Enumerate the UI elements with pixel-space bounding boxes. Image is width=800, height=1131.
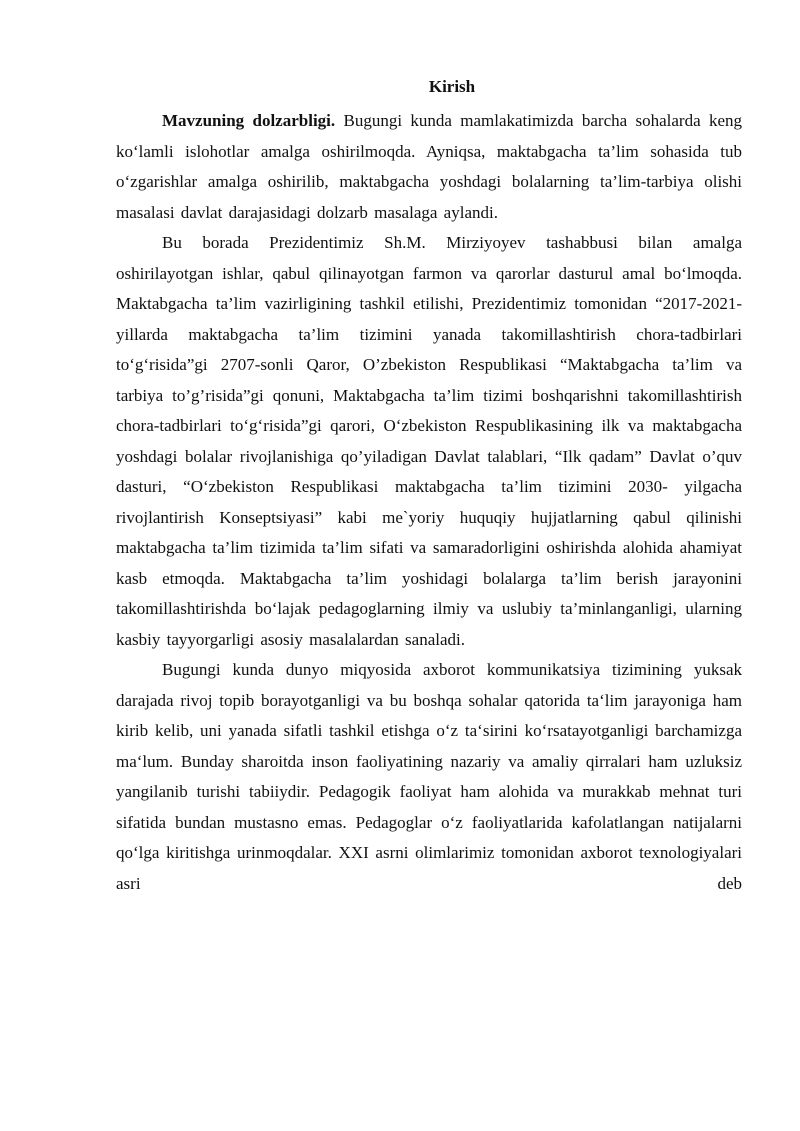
page-title: Kirish — [428, 77, 476, 96]
paragraph-text: Bugungi kunda mamlakatimizda barcha sohalarda keng ko‘lamli islohotlar amalga oshirilmoqda. Ayniqsa, maktabgacha ta’lim sohasida tub o‘zgarishlar amalga oshirilib, maktabgacha yoshdagi bolalarning ta’lim-tarbiya olishi masalasi davlat darajasidagi dolzarb masalaga aylandi. — [116, 111, 742, 222]
paragraph-ict — [116, 655, 742, 899]
paragraph-regulations — [116, 228, 742, 655]
paragraph-text: Bugungi kunda dunyo miqyosida axborot kommunikatsiya tizimining yuksak darajada rivoj topib borayotganligi va bu boshqa sohalar qatorida ta‘lim jarayoniga ham kirib kelib, uni yanada sifatli tashkil etishga o‘z ta‘sirini ko‘rsatayotganligi barchamizga ma‘lum. Bunday sharoitda inson faoliyatining nazariy va amaliy qirralari ham uzluksiz yangilanib turishi tabiiydir. Pedagogik faoliyat ham alohida va murakkab mehnat turi sifatida bundan mustasno emas. Pedagoglar o‘z faoliyatlarida kafolatlangan natijalarni qo‘lga kiritishga urinmoqdalar. XXI asrni olimlarimiz tomonidan axborot texnologiyalari asri deb — [116, 660, 742, 893]
paragraph-lead: Mavzuning dolzarbligi. — [162, 111, 336, 130]
document-body — [116, 106, 742, 899]
paragraph-text: Bu borada Prezidentimiz Sh.M. Mirziyoyev tashabbusi bilan amalga oshirilayotgan ishlar, qabul qilinayotgan farmon va qarorlar dasturul amal bo‘lmoqda. Maktabgacha ta’lim vazirligining tashkil etilishi, Prezidentimiz tomonidan “2017-2021-yillarda maktabgacha ta’lim tizimini yanada takomillashtirish chora-tadbirlari to‘g‘risida”gi 2707-sonli Qaror, O’zbekiston Respublikasi “Maktabgacha ta’lim va tarbiya to’g’risida”gi qonuni, Maktabgacha ta’lim tizimi boshqarishni takomillashtirish chora-tadbirlari to‘g‘risida”gi qarori, O‘zbekiston Respublikasining ilk va maktabgacha yoshdagi bolalar rivojlanishiga qo’yiladigan Davlat talablari, “Ilk qadam” Davlat o’quv dasturi, “O‘zbekiston Respublikasi maktabgacha ta’lim tizimini 2030- yilgacha rivojlantirish Konseptsiyasi” kabi me`yoriy huquqiy hujjatlarning qabul qilinishi maktabgacha ta’lim tizimida ta’lim sifati va samaradorligini oshirishda alohida ahamiyat kasb etmoqda. Maktabgacha ta’lim yoshidagi bolalarga ta’lim berish jarayonini takomillashtirishda bo‘lajak pedagoglarning ilmiy va uslubiy ta’minlanganligi, ularning kasbiy tayyorgarligi asosiy masalalardan sanaladi. — [116, 233, 742, 649]
paragraph-relevance — [116, 106, 742, 228]
